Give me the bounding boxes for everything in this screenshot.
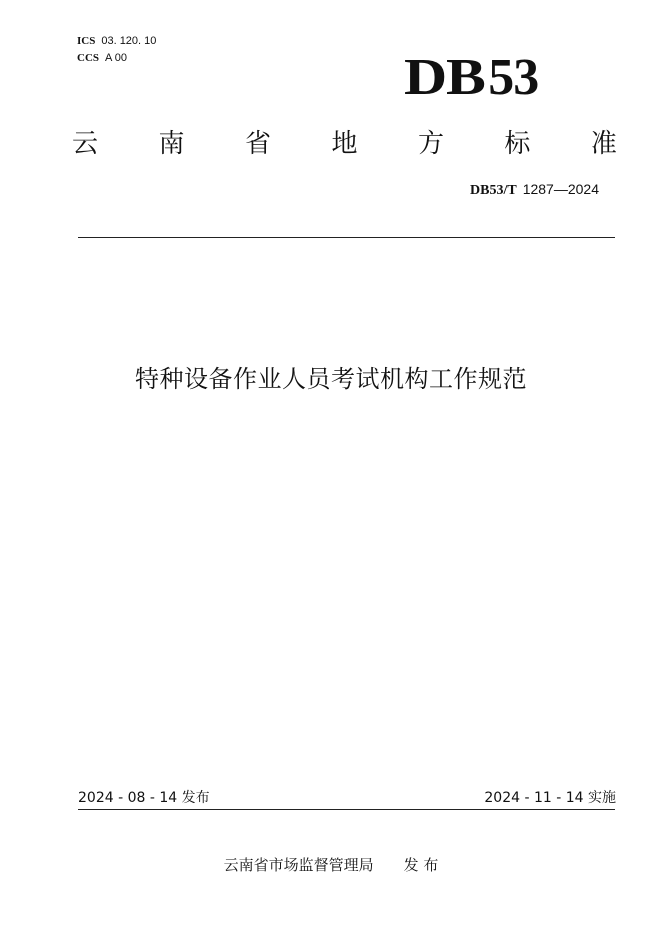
ccs-code	[77, 51, 127, 65]
issuer-name: 云南省市场监督管理局	[223, 856, 374, 874]
logo-prefix: DB	[404, 49, 485, 106]
top-divider	[78, 237, 615, 238]
issue-date: 2024 - 08 - 14 发布	[78, 790, 210, 806]
standard-type-char: 云	[72, 129, 99, 159]
ics-code	[77, 34, 156, 48]
standard-type-char: 方	[417, 129, 444, 159]
implementation-date: 2024 - 11 - 14 实施	[484, 790, 616, 806]
standard-number-prefix: DB53/T	[470, 183, 517, 198]
logo-number: 53	[488, 49, 539, 106]
ccs-value: A 00	[105, 52, 128, 64]
standard-type-char: 南	[158, 129, 185, 159]
db53-logo	[404, 49, 554, 106]
standard-type-char: 地	[331, 129, 358, 159]
standard-number-value: 1287—2024	[522, 181, 599, 197]
issuer-action: 发 布	[403, 856, 439, 874]
document-title: 特种设备作业人员考试机构工作规范	[135, 365, 527, 393]
standard-type-char: 省	[244, 129, 271, 159]
standard-type-char: 标	[504, 129, 531, 159]
issuer-line	[0, 855, 662, 875]
bottom-divider	[78, 809, 615, 810]
ccs-label: CCS	[77, 52, 100, 64]
standard-number	[470, 181, 599, 199]
standard-type-char: 准	[590, 129, 617, 159]
ics-label: ICS	[77, 35, 96, 47]
ics-value: 03. 120. 10	[101, 35, 157, 47]
standard-type-heading	[72, 127, 617, 161]
